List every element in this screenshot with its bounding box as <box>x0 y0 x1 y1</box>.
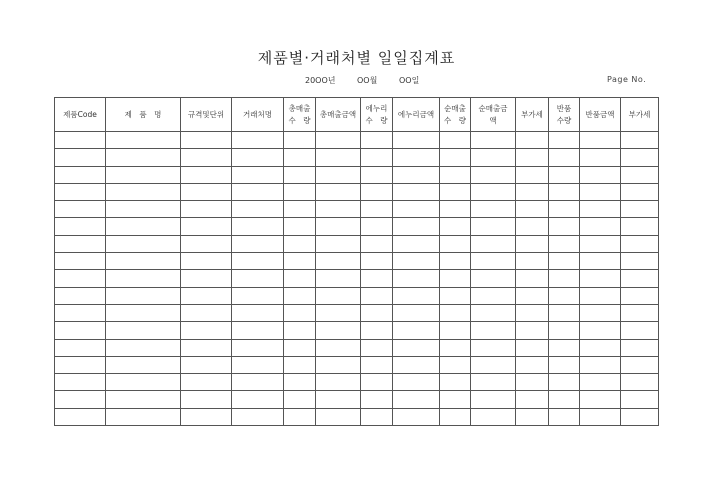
table-row <box>55 270 659 287</box>
column-header: 거래처명 <box>232 98 284 132</box>
table-row <box>55 322 659 339</box>
table-cell <box>516 374 549 391</box>
table-cell <box>393 270 440 287</box>
table-cell <box>471 408 516 425</box>
table-cell <box>471 322 516 339</box>
table-cell <box>106 253 181 270</box>
table-row <box>55 166 659 183</box>
table-cell <box>361 149 393 166</box>
table-cell <box>393 132 440 149</box>
table-cell <box>361 166 393 183</box>
table-cell <box>621 339 659 356</box>
table-cell <box>549 391 580 408</box>
table-cell <box>440 391 471 408</box>
table-cell <box>284 235 316 252</box>
table-cell <box>393 304 440 321</box>
table-cell <box>55 304 106 321</box>
table-cell <box>316 322 361 339</box>
table-cell <box>440 287 471 304</box>
table-cell <box>361 391 393 408</box>
table-cell <box>393 253 440 270</box>
table-cell <box>232 287 284 304</box>
table-cell <box>471 339 516 356</box>
table-cell <box>440 356 471 373</box>
table-cell <box>316 218 361 235</box>
table-cell <box>232 183 284 200</box>
table-row <box>55 235 659 252</box>
table-cell <box>516 287 549 304</box>
table-cell <box>106 149 181 166</box>
table-cell <box>580 287 621 304</box>
table-cell <box>621 183 659 200</box>
table-cell <box>284 374 316 391</box>
date-line <box>305 75 419 86</box>
table-cell <box>316 339 361 356</box>
table-cell <box>55 287 106 304</box>
column-header: 제품Code <box>55 98 106 132</box>
table-cell <box>181 322 232 339</box>
table-cell <box>232 374 284 391</box>
table-cell <box>516 201 549 218</box>
date-month: OO월 <box>357 76 378 85</box>
table-cell <box>284 391 316 408</box>
table-cell <box>471 374 516 391</box>
table-cell <box>580 304 621 321</box>
table-cell <box>549 287 580 304</box>
table-cell <box>181 356 232 373</box>
table-cell <box>232 149 284 166</box>
table-cell <box>549 374 580 391</box>
column-header: 반품금액 <box>580 98 621 132</box>
table-row <box>55 339 659 356</box>
table-cell <box>106 374 181 391</box>
table-cell <box>106 322 181 339</box>
table-cell <box>232 235 284 252</box>
table-cell <box>361 218 393 235</box>
table-row <box>55 391 659 408</box>
table-cell <box>471 149 516 166</box>
table-cell <box>55 253 106 270</box>
table-cell <box>232 132 284 149</box>
table-cell <box>232 270 284 287</box>
table-cell <box>181 166 232 183</box>
table-body <box>55 132 659 426</box>
table-cell <box>55 166 106 183</box>
table-cell <box>393 166 440 183</box>
table-cell <box>316 304 361 321</box>
table-cell <box>440 149 471 166</box>
table-cell <box>361 132 393 149</box>
column-header: 순매출 수 량 <box>440 98 471 132</box>
table-cell <box>361 304 393 321</box>
table-cell <box>549 270 580 287</box>
table-cell <box>621 374 659 391</box>
table-cell <box>316 183 361 200</box>
table-cell <box>440 374 471 391</box>
table-cell <box>393 322 440 339</box>
table-cell <box>549 304 580 321</box>
table-cell <box>55 218 106 235</box>
table-cell <box>621 356 659 373</box>
table-cell <box>580 356 621 373</box>
table-cell <box>580 374 621 391</box>
table-cell <box>316 235 361 252</box>
table-cell <box>232 391 284 408</box>
table-cell <box>580 218 621 235</box>
table-cell <box>55 201 106 218</box>
table-cell <box>621 149 659 166</box>
table-cell <box>181 408 232 425</box>
page-number-label: Page No. <box>607 75 647 84</box>
table-cell <box>549 408 580 425</box>
table-cell <box>232 218 284 235</box>
table-cell <box>284 339 316 356</box>
table-cell <box>106 391 181 408</box>
table-cell <box>393 201 440 218</box>
table-cell <box>580 408 621 425</box>
table-cell <box>55 132 106 149</box>
table-cell <box>621 201 659 218</box>
table-cell <box>393 408 440 425</box>
column-header: 에누리금액 <box>393 98 440 132</box>
table-cell <box>181 253 232 270</box>
table-cell <box>393 287 440 304</box>
table-cell <box>55 374 106 391</box>
table-cell <box>106 356 181 373</box>
table-cell <box>284 218 316 235</box>
table-cell <box>471 356 516 373</box>
table-cell <box>55 235 106 252</box>
table-cell <box>621 166 659 183</box>
table-cell <box>440 183 471 200</box>
table-cell <box>232 304 284 321</box>
table-cell <box>440 270 471 287</box>
table-cell <box>181 201 232 218</box>
table-cell <box>316 356 361 373</box>
table-cell <box>393 218 440 235</box>
table-cell <box>440 304 471 321</box>
table-cell <box>471 218 516 235</box>
table-cell <box>316 391 361 408</box>
table-cell <box>106 132 181 149</box>
table-cell <box>55 183 106 200</box>
column-header: 부가세 <box>516 98 549 132</box>
table-cell <box>181 339 232 356</box>
table-cell <box>361 201 393 218</box>
table-cell <box>284 287 316 304</box>
table-cell <box>361 339 393 356</box>
table-cell <box>232 166 284 183</box>
table-cell <box>181 304 232 321</box>
table-cell <box>106 166 181 183</box>
column-header: 제 품 명 <box>106 98 181 132</box>
column-header: 규격및단위 <box>181 98 232 132</box>
table-cell <box>284 270 316 287</box>
table-cell <box>471 253 516 270</box>
table-row <box>55 304 659 321</box>
table-cell <box>284 166 316 183</box>
table-cell <box>284 183 316 200</box>
table-cell <box>284 132 316 149</box>
table-cell <box>440 166 471 183</box>
table-cell <box>471 304 516 321</box>
table-cell <box>232 339 284 356</box>
table-cell <box>393 391 440 408</box>
table-cell <box>440 132 471 149</box>
table-cell <box>106 235 181 252</box>
table-cell <box>284 408 316 425</box>
table-cell <box>55 270 106 287</box>
table-cell <box>393 339 440 356</box>
table-cell <box>106 201 181 218</box>
table-cell <box>621 132 659 149</box>
table-cell <box>580 270 621 287</box>
table-cell <box>549 166 580 183</box>
table-cell <box>580 391 621 408</box>
table-cell <box>181 132 232 149</box>
table-cell <box>516 253 549 270</box>
table-cell <box>393 235 440 252</box>
table-cell <box>549 201 580 218</box>
table-cell <box>181 391 232 408</box>
table-cell <box>440 235 471 252</box>
table-cell <box>440 408 471 425</box>
table-cell <box>621 408 659 425</box>
table-cell <box>284 253 316 270</box>
table-cell <box>393 183 440 200</box>
column-header: 총매출금액 <box>316 98 361 132</box>
table-cell <box>181 183 232 200</box>
table-cell <box>621 270 659 287</box>
table-cell <box>621 322 659 339</box>
table-cell <box>55 149 106 166</box>
table-cell <box>516 339 549 356</box>
table-cell <box>621 218 659 235</box>
table-cell <box>55 408 106 425</box>
table-row <box>55 374 659 391</box>
table-cell <box>361 253 393 270</box>
table-cell <box>106 408 181 425</box>
table-row <box>55 201 659 218</box>
table-cell <box>284 356 316 373</box>
table-cell <box>549 253 580 270</box>
table-cell <box>361 356 393 373</box>
table-cell <box>471 132 516 149</box>
table-cell <box>516 356 549 373</box>
table-cell <box>580 149 621 166</box>
table-row <box>55 253 659 270</box>
table-row <box>55 218 659 235</box>
table-cell <box>181 218 232 235</box>
table-cell <box>549 218 580 235</box>
column-header: 반품 수량 <box>549 98 580 132</box>
table-cell <box>621 391 659 408</box>
table-cell <box>549 339 580 356</box>
table-row <box>55 183 659 200</box>
table-cell <box>316 253 361 270</box>
table-cell <box>361 270 393 287</box>
table-cell <box>621 304 659 321</box>
table-cell <box>316 287 361 304</box>
table-cell <box>549 356 580 373</box>
table-cell <box>621 287 659 304</box>
table-cell <box>181 149 232 166</box>
table-cell <box>181 374 232 391</box>
table-cell <box>181 287 232 304</box>
table-cell <box>106 270 181 287</box>
table-cell <box>440 218 471 235</box>
table-cell <box>580 253 621 270</box>
table-cell <box>471 270 516 287</box>
column-header: 에누리 수 량 <box>361 98 393 132</box>
table-cell <box>471 391 516 408</box>
column-header: 순매출금 액 <box>471 98 516 132</box>
table-cell <box>316 270 361 287</box>
table-row <box>55 132 659 149</box>
table-cell <box>621 235 659 252</box>
table-cell <box>471 166 516 183</box>
table-cell <box>232 356 284 373</box>
table-row <box>55 287 659 304</box>
table-cell <box>580 166 621 183</box>
table-cell <box>516 322 549 339</box>
table-cell <box>106 287 181 304</box>
table-cell <box>55 391 106 408</box>
table-cell <box>55 339 106 356</box>
table-cell <box>361 374 393 391</box>
column-header: 부가세 <box>621 98 659 132</box>
table-cell <box>232 408 284 425</box>
table-cell <box>516 270 549 287</box>
table-cell <box>181 235 232 252</box>
table-cell <box>232 253 284 270</box>
table-cell <box>284 304 316 321</box>
date-year: 20OO년 <box>305 76 336 85</box>
table-cell <box>232 201 284 218</box>
table-cell <box>440 339 471 356</box>
table-cell <box>471 287 516 304</box>
table-cell <box>440 322 471 339</box>
table-cell <box>393 374 440 391</box>
table-cell <box>284 201 316 218</box>
table-cell <box>361 287 393 304</box>
table-cell <box>106 218 181 235</box>
table-cell <box>516 149 549 166</box>
date-day: OO일 <box>399 76 420 85</box>
table-cell <box>361 183 393 200</box>
table-cell <box>316 374 361 391</box>
table-cell <box>516 391 549 408</box>
table-cell <box>516 132 549 149</box>
table-cell <box>516 166 549 183</box>
table-cell <box>393 149 440 166</box>
table-cell <box>516 183 549 200</box>
table-cell <box>516 304 549 321</box>
table-cell <box>580 201 621 218</box>
table-cell <box>549 235 580 252</box>
table-cell <box>471 183 516 200</box>
table-cell <box>316 166 361 183</box>
table-cell <box>232 322 284 339</box>
summary-table <box>54 97 659 426</box>
column-header: 총매출 수 량 <box>284 98 316 132</box>
table-cell <box>55 322 106 339</box>
table-row <box>55 356 659 373</box>
table-cell <box>580 339 621 356</box>
table-cell <box>621 253 659 270</box>
table-cell <box>549 322 580 339</box>
table-cell <box>106 183 181 200</box>
table-cell <box>361 322 393 339</box>
table-cell <box>549 183 580 200</box>
table-cell <box>106 304 181 321</box>
table-cell <box>440 201 471 218</box>
table-cell <box>516 408 549 425</box>
table-cell <box>361 408 393 425</box>
table-cell <box>549 149 580 166</box>
table-cell <box>580 183 621 200</box>
table-cell <box>316 149 361 166</box>
table-row <box>55 149 659 166</box>
table-cell <box>316 408 361 425</box>
table-cell <box>316 132 361 149</box>
table-cell <box>440 253 471 270</box>
table-cell <box>316 201 361 218</box>
table-cell <box>393 356 440 373</box>
table-cell <box>516 235 549 252</box>
table-cell <box>181 270 232 287</box>
table-cell <box>284 322 316 339</box>
table-cell <box>580 322 621 339</box>
table-cell <box>284 149 316 166</box>
table-header-row <box>55 98 659 132</box>
table-cell <box>549 132 580 149</box>
table-cell <box>516 218 549 235</box>
table-cell <box>471 201 516 218</box>
table-row <box>55 408 659 425</box>
table-cell <box>580 235 621 252</box>
table-cell <box>580 132 621 149</box>
document-title: 제품별·거래처별 일일집계표 <box>257 49 456 67</box>
table-cell <box>55 356 106 373</box>
table-cell <box>471 235 516 252</box>
table-cell <box>361 235 393 252</box>
table-cell <box>106 339 181 356</box>
